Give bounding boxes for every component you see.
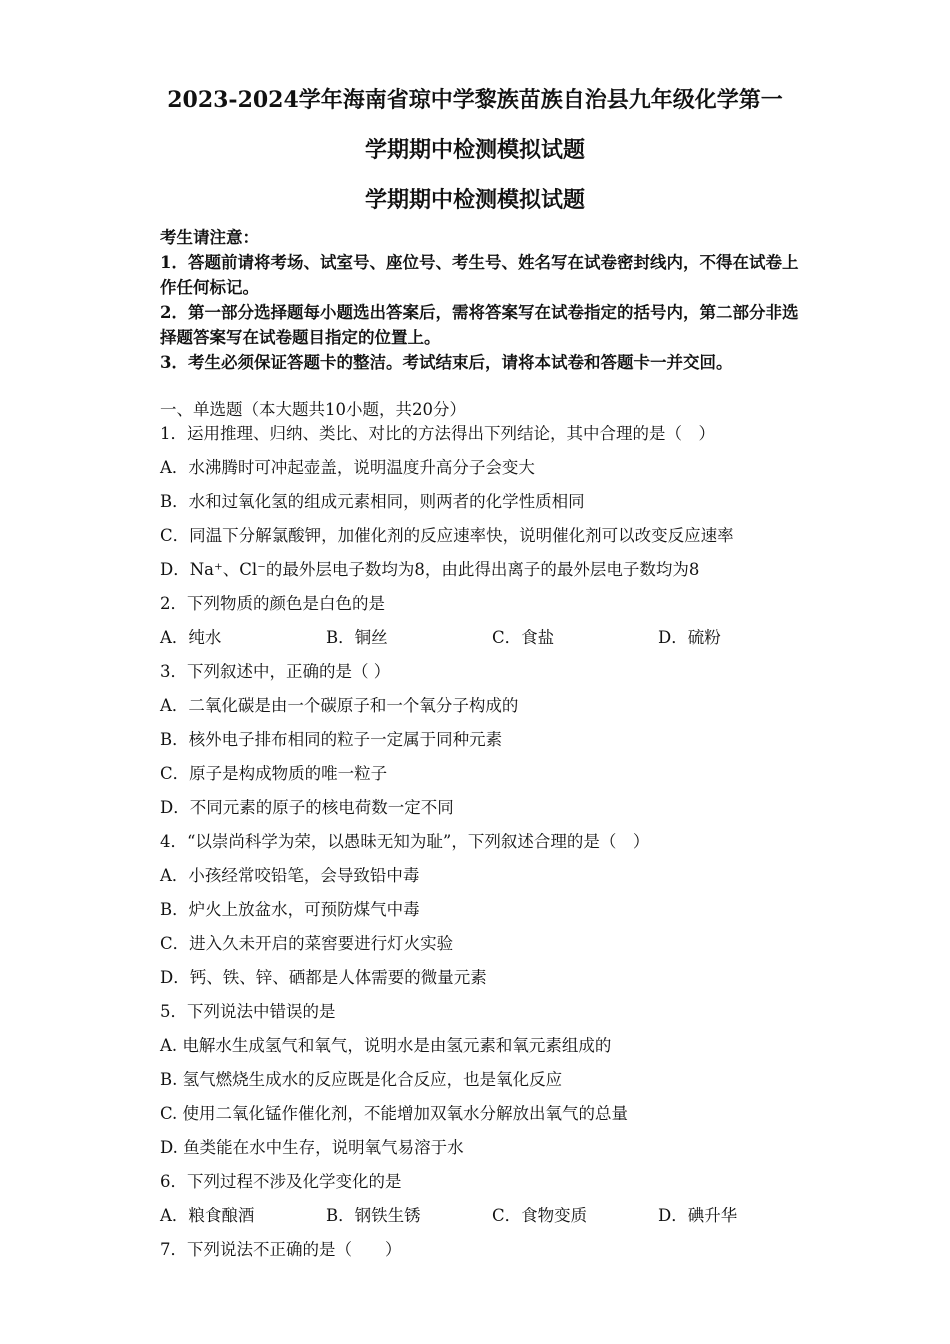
question-3-stem: 3．下列叙述中，正确的是（ ） <box>160 662 391 681</box>
notice-heading: 考生请注意： <box>160 228 259 247</box>
section-heading: 一、单选题（本大题共10小题，共20分） <box>160 400 466 419</box>
question-2-option-d: D．硫粉 <box>658 628 721 647</box>
notice-item-2: 2．第一部分选择题每小题选出答案后，需将答案写在试卷指定的括号内，第二部分非选择题答案写在试卷题目指定的位置上。 <box>160 303 799 347</box>
question-2-stem: 2．下列物质的颜色是白色的是 <box>160 594 385 613</box>
title-line-2: 学期期中检测模拟试题 <box>364 137 585 163</box>
question-6-option-b: B．钢铁生锈 <box>326 1206 421 1225</box>
question-1-option-a: A．水沸腾时可冲起壶盖，说明温度升高分子会变大 <box>160 458 535 477</box>
subtitle: 学期期中检测模拟试题 <box>364 187 585 213</box>
question-6-options <box>160 1199 820 1233</box>
question-2-option-a: A．纯水 <box>160 628 222 647</box>
question-6-option-c: C．食物变质 <box>492 1206 588 1225</box>
question-3-option-b: B．核外电子排布相同的粒子一定属于同种元素 <box>160 730 503 749</box>
question-4-option-d: D．钙、铁、锌、硒都是人体需要的微量元素 <box>160 968 487 987</box>
question-6-option-a: A．粮食酿酒 <box>160 1206 255 1225</box>
exam-title <box>0 75 950 225</box>
question-1-option-c: C．同温下分解氯酸钾，加催化剂的反应速率快，说明催化剂可以改变反应速率 <box>160 526 734 545</box>
question-2-option-b: B．铜丝 <box>326 628 388 647</box>
question-2-option-c: C．食盐 <box>492 628 555 647</box>
question-3-option-c: C．原子是构成物质的唯一粒子 <box>160 764 388 783</box>
question-list <box>160 417 820 1267</box>
question-1-option-b: B．水和过氧化氢的组成元素相同，则两者的化学性质相同 <box>160 492 585 511</box>
notice-item-1: 1．答题前请将考场、试室号、座位号、考生号、姓名写在试卷密封线内，不得在试卷上作任何标记。 <box>160 253 799 297</box>
title-line-1: 2023-2024学年海南省琼中学黎族苗族自治县九年级化学第一 <box>167 87 783 113</box>
notice-item-3: 3．考生必须保证答题卡的整洁。考试结束后，请将本试卷和答题卡一并交回。 <box>160 353 733 372</box>
candidate-notice <box>160 225 800 375</box>
question-5-stem: 5．下列说法中错误的是 <box>160 1002 336 1021</box>
question-5-option-c: C. 使用二氧化锰作催化剂，不能增加双氧水分解放出氧气的总量 <box>160 1104 629 1123</box>
question-4-option-c: C．进入久未开启的菜窖要进行灯火实验 <box>160 934 454 953</box>
question-6-option-d: D．碘升华 <box>658 1206 738 1225</box>
question-6-stem: 6．下列过程不涉及化学变化的是 <box>160 1172 402 1191</box>
question-5-option-d: D. 鱼类能在水中生存，说明氧气易溶于水 <box>160 1138 464 1157</box>
question-5-option-b: B. 氢气燃烧生成水的反应既是化合反应，也是氧化反应 <box>160 1070 563 1089</box>
question-3-option-d: D．不同元素的原子的核电荷数一定不同 <box>160 798 454 817</box>
question-5-option-a: A. 电解水生成氢气和氧气，说明水是由氢元素和氧元素组成的 <box>160 1036 612 1055</box>
question-4-option-b: B．炉火上放盆水，可预防煤气中毒 <box>160 900 420 919</box>
question-2-options <box>160 621 820 655</box>
question-1-stem: 1．运用推理、归纳、类比、对比的方法得出下列结论，其中合理的是（ ） <box>160 424 715 443</box>
question-4-stem: 4．“以崇尚科学为荣，以愚昧无知为耻”，下列叙述合理的是（ ） <box>160 832 650 851</box>
question-1-option-d: D．Na⁺、Cl⁻的最外层电子数均为8，由此得出离子的最外层电子数均为8 <box>160 560 700 579</box>
question-7-stem: 7．下列说法不正确的是（ ） <box>160 1240 402 1259</box>
question-3-option-a: A．二氧化碳是由一个碳原子和一个氧分子构成的 <box>160 696 519 715</box>
question-4-option-a: A．小孩经常咬铅笔，会导致铅中毒 <box>160 866 420 885</box>
